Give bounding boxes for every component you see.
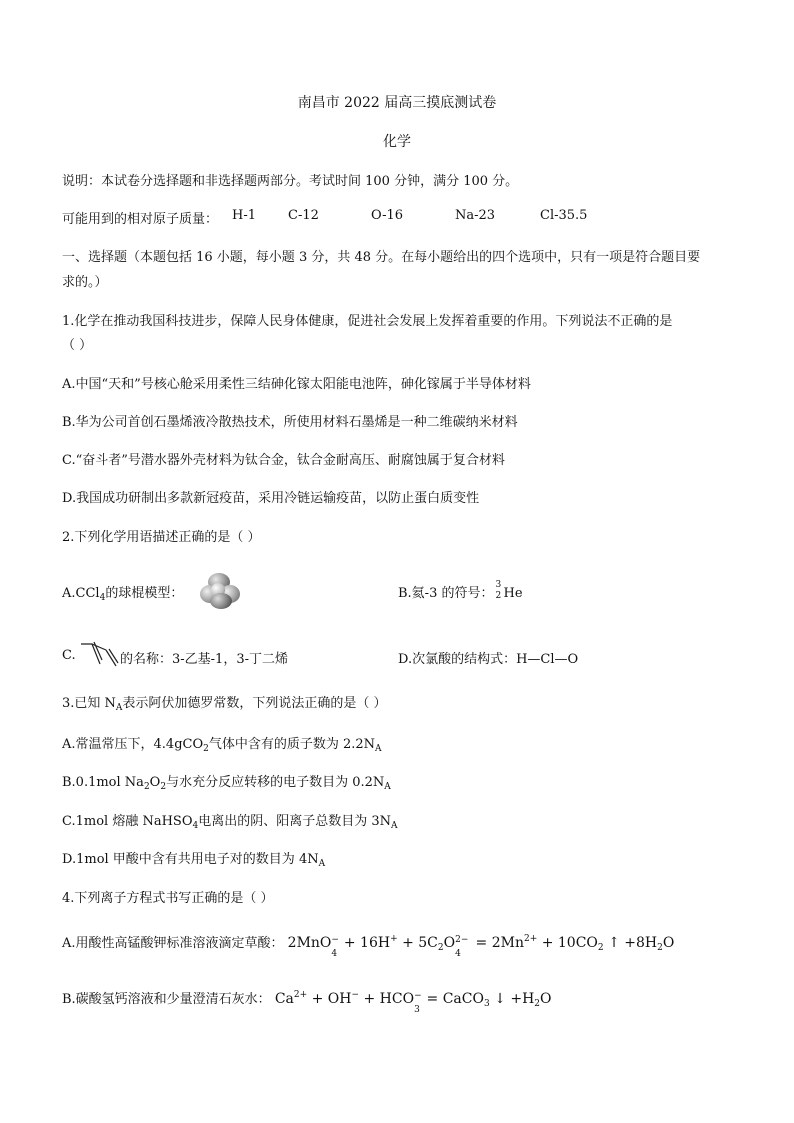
atomic-masses-label: 可能用到的相对原子质量：: [62, 212, 219, 227]
mass-o: O-16: [371, 208, 404, 223]
q2-option-c: 的名称：3-乙基-1，3-丁二烯: [120, 652, 288, 667]
he3-isotope-notation: 3 2: [495, 580, 502, 601]
section-heading-cont: 求的。）: [62, 275, 108, 290]
calcium-bicarbonate-equation: $Ca^{2+} + OH^-$ + HCO − 3 = CaCO$_3$ ↓ $+H_2O$: [274, 990, 552, 1015]
q1-option-b: B.华为公司首创石墨烯液冷散热技术，所使用材料石墨烯是一种二维碳纳米材料: [62, 415, 518, 430]
q4-stem: 4.下列离子方程式书写正确的是（ ）: [62, 891, 274, 906]
q1-stem: 1.化学在推动我国科技进步，保障人民身体健康，促进社会发展上发挥着重要的作用。下列说法不正确的是: [62, 314, 673, 329]
permanganate-oxalate-equation: 2MnO − 4 + $16H^+ + 5C_2O$ 2− 4 = $2Mn^{2+} + 10CO_2$ ↑ $+8H_2O$: [287, 934, 675, 959]
q3-option-b: B.0.1mol $Na_2O_2$与水充分反应转移的电子数目为 $0.2N_A$: [62, 775, 391, 792]
q1-option-a: A.中国“天和”号核心舱采用柔性三结砷化镓太阳能电池阵，砷化镓属于半导体材料: [62, 377, 531, 392]
mass-h: H-1: [232, 208, 257, 223]
q2-option-d: D.次氯酸的结构式：H—Cl—O: [398, 652, 579, 667]
q3-option-d: D.1mol 甲酸中含有共用电子对的数目为 $4N_A$: [62, 852, 326, 869]
butadiene-skeletal-formula-image: [78, 640, 120, 668]
q2-option-b: B.氦-3 的符号： 3 2 He: [398, 580, 523, 601]
mass-cl: Cl-35.5: [540, 208, 588, 223]
q2-option-c-label: C.: [62, 648, 76, 663]
q2-option-a: A.CCl$_4$的球棍模型：: [62, 586, 184, 603]
subject-title: 化学: [383, 134, 411, 150]
q1-answer-blank: （ ）: [62, 338, 93, 353]
atomic-masses-row: [62, 208, 218, 227]
q3-option-c: C.1mol 熔融 NaHSO$_4$电离出的阴、阳离子总数目为 $3N_A$: [62, 814, 398, 831]
exam-description: 说明：本试卷分选择题和非选择题两部分。考试时间 100 分钟，满分 100 分。: [62, 174, 519, 189]
q3-option-a: A.常温常压下，4.4gCO$_2$气体中含有的质子数为 $2.2N_A$: [62, 737, 382, 754]
mass-na: Na-23: [455, 208, 496, 223]
mass-c: C-12: [288, 208, 319, 223]
q1-option-c: C.“奋斗者”号潜水器外壳材料为钛合金，钛合金耐高压、耐腐蚀属于复合材料: [62, 453, 505, 468]
q1-option-d: D.我国成功研制出多款新冠疫苗，采用冷链运输疫苗，以防止蛋白质变性: [62, 491, 480, 506]
ccl4-ball-stick-model-image: [200, 571, 242, 609]
section-heading: 一、选择题（本题包括 16 小题，每小题 3 分，共 48 分。在每小题给出的四个选项中，只有一项是符合题目要: [62, 250, 701, 265]
q4-option-a: A.用酸性高锰酸钾标准溶液滴定草酸： 2MnO − 4 + $16H^+ + 5C_2O$ 2− 4 = $2Mn^{2+} + 10CO_2$ ↑ $+8H_2O$: [62, 934, 675, 959]
q3-stem: 3.已知 $N_A$表示阿伏加德罗常数，下列说法正确的是（ ）: [62, 696, 387, 713]
q4-option-b: B.碳酸氢钙溶液和少量澄清石灰水： $Ca^{2+} + OH^-$ + HCO − 3 = CaCO$_3$ ↓ $+H_2O$: [62, 990, 552, 1015]
exam-title: 南昌市 2022 届高三摸底测试卷: [297, 95, 497, 111]
q2-stem: 2.下列化学用语描述正确的是（ ）: [62, 530, 261, 545]
